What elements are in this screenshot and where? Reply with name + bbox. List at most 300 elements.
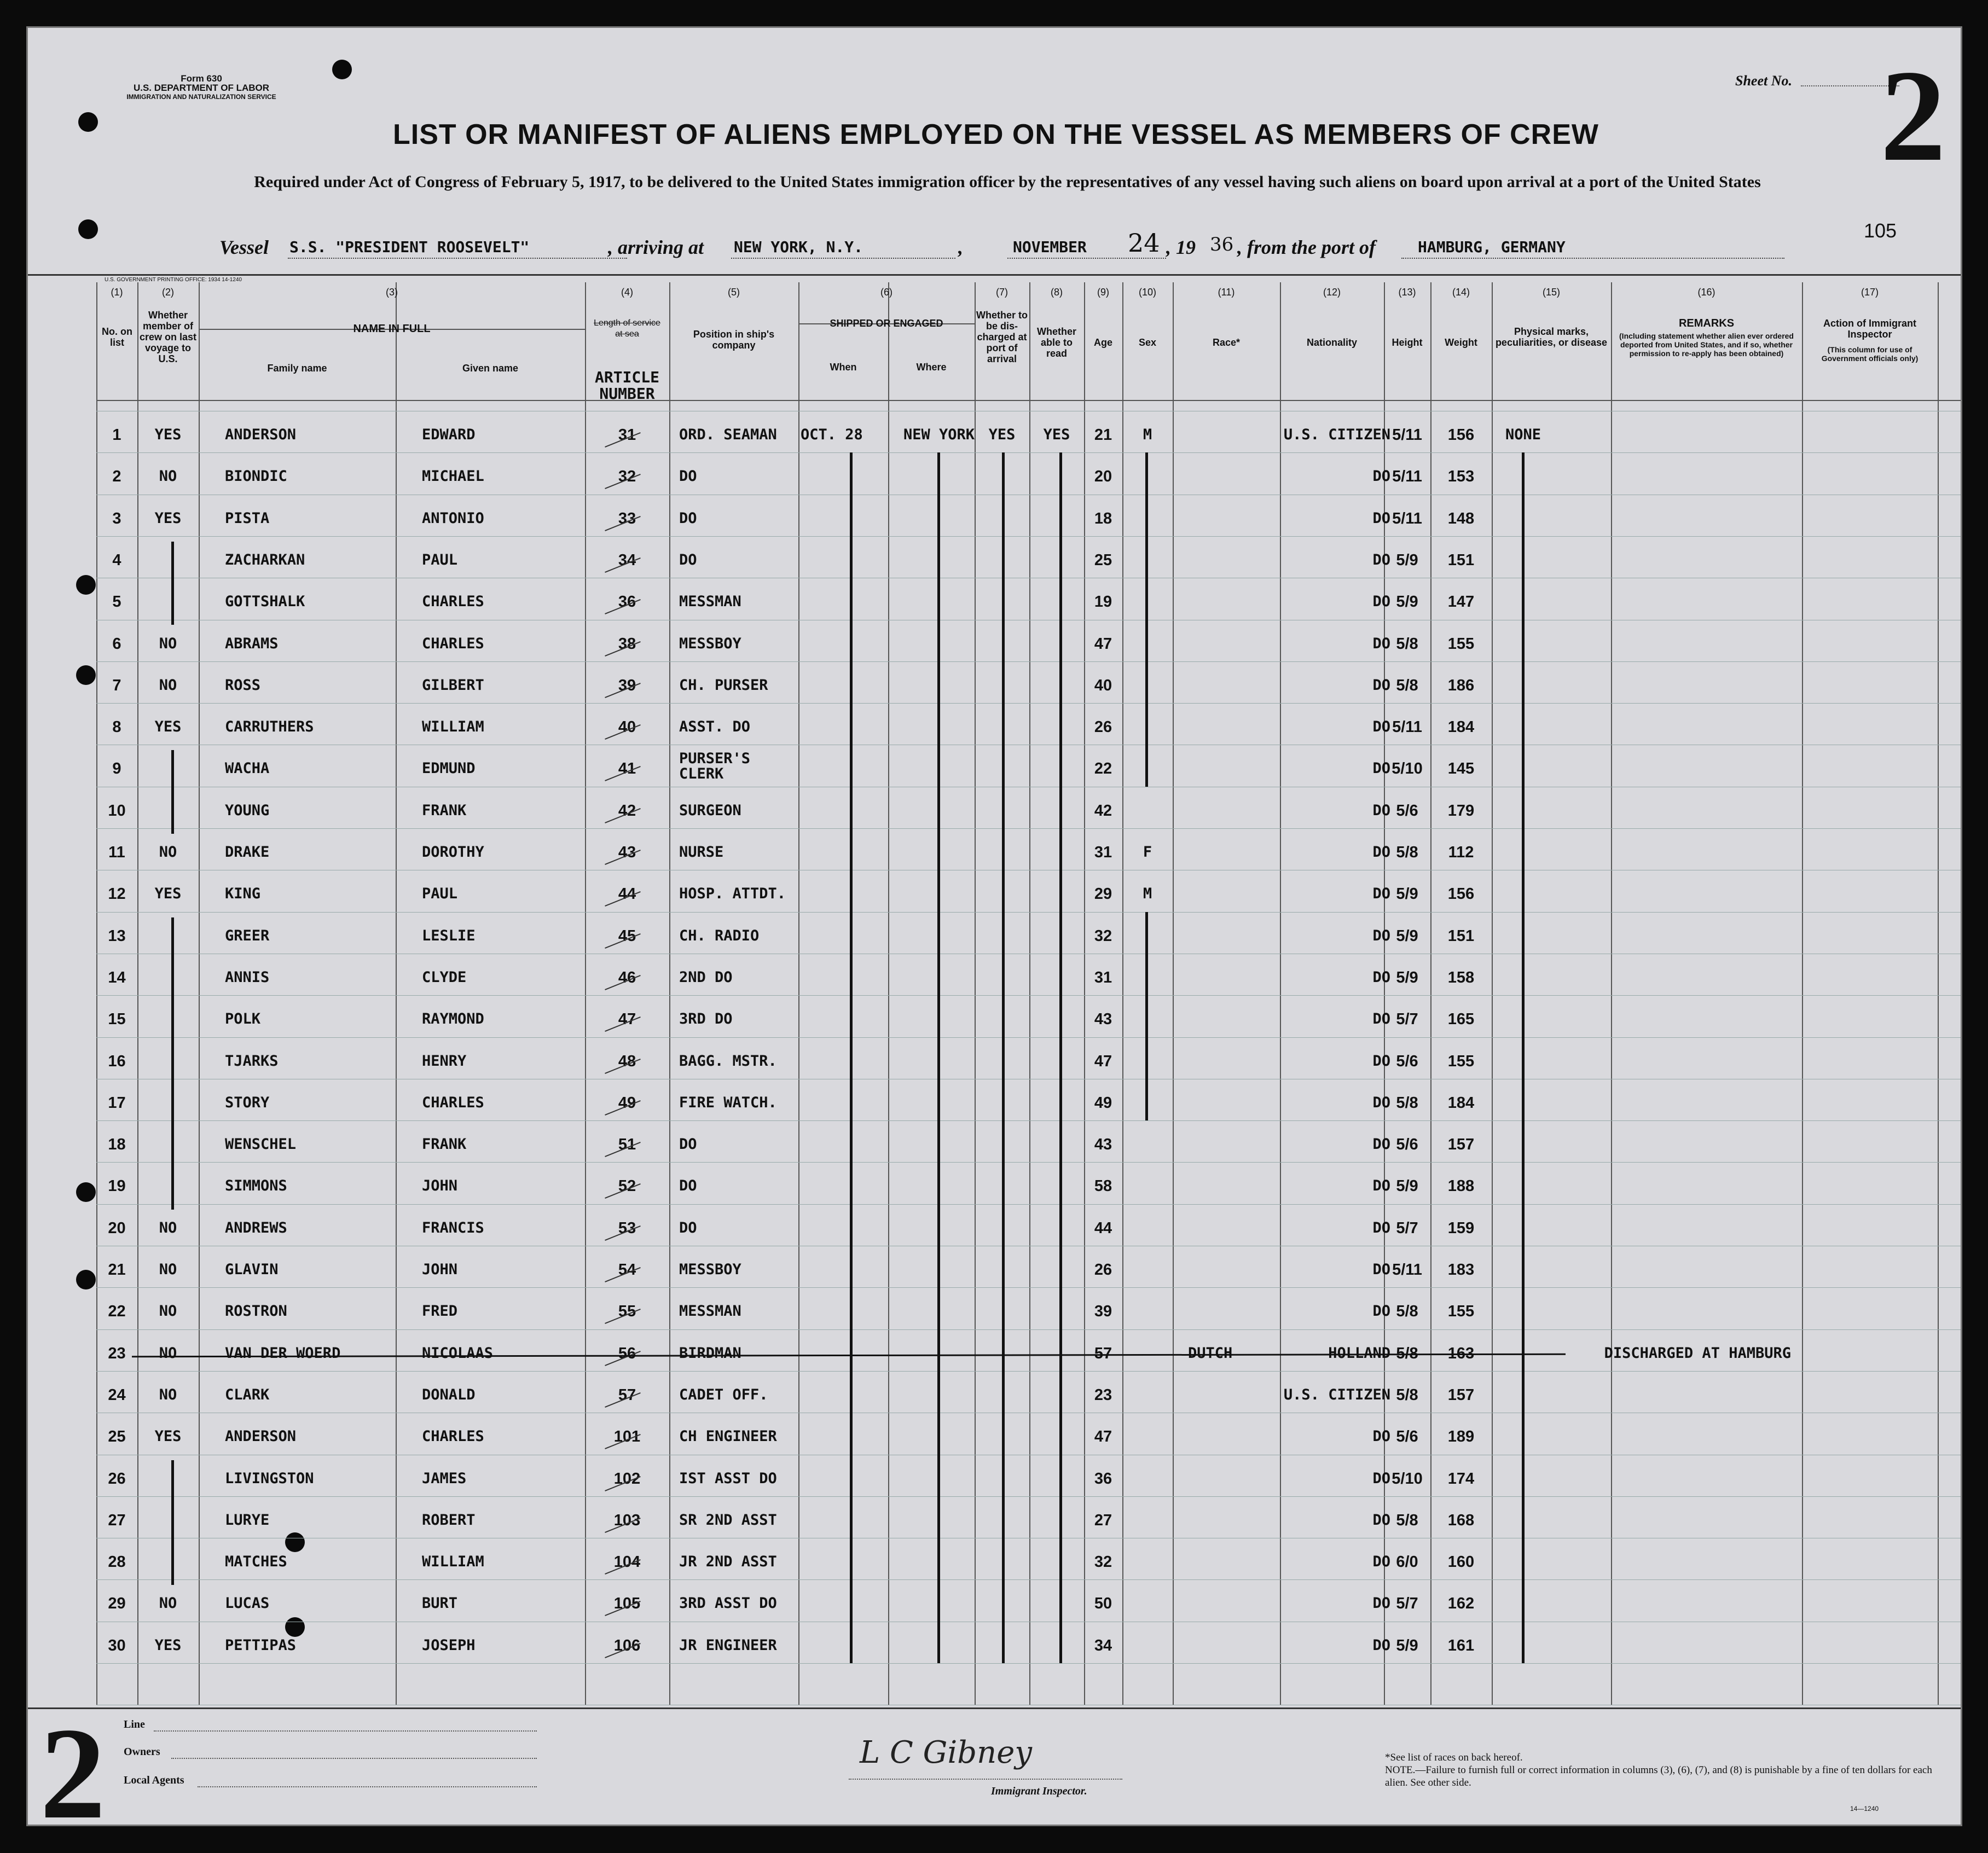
ruled-line: [96, 1663, 1962, 1664]
cell-family: VAN DER WOERD: [225, 1344, 341, 1362]
cell-given: DONALD: [422, 1386, 476, 1403]
ditto-line: [171, 542, 174, 625]
cell-nationality: U.S. CITIZEN: [1283, 426, 1390, 443]
cell-nationality: DO: [1372, 844, 1390, 861]
cell-weight: 189: [1447, 1428, 1475, 1446]
cell-age: 20: [1094, 468, 1112, 486]
cell-family: ROSTRON: [225, 1303, 287, 1320]
vessel-info-row: Vessel S.S. "PRESIDENT ROOSEVELT" , arriving at NEW YORK, N.Y. , NOVEMBER 24 , 19 36 , from the port of HAMBURG, GERMANY: [28, 236, 1962, 263]
cell-position: 2ND DO: [679, 968, 733, 986]
ruled-line: [96, 912, 1962, 913]
hdr-action-sub: (This column for use of Government officials only): [1821, 345, 1919, 363]
cell-age: 50: [1094, 1595, 1112, 1613]
cell-family: ANNIS: [225, 968, 270, 986]
local-agents-label: Local Agents: [124, 1774, 184, 1786]
cell-no: 13: [108, 927, 126, 945]
hdr-family-name: Family name: [267, 363, 327, 374]
cell-weight: 112: [1448, 844, 1474, 861]
cell-no: 24: [108, 1386, 126, 1404]
cell-nationality: DO: [1372, 760, 1390, 777]
cell-article: 105: [613, 1595, 641, 1613]
cell-weight: 168: [1447, 1511, 1475, 1529]
cell-position: ASST. DO: [679, 718, 751, 736]
cell-article: 46: [618, 968, 636, 986]
cell-article: 102: [613, 1469, 641, 1488]
arriving-label: , arriving at: [608, 236, 704, 258]
page-number: 105: [1864, 219, 1897, 242]
hdr-article-number: ARTICLE NUMBER: [594, 368, 659, 403]
cell-article: 56: [618, 1344, 636, 1362]
cell-age: 27: [1094, 1511, 1112, 1529]
punch-hole: [285, 1532, 305, 1552]
cell-nationality: DO: [1372, 885, 1390, 903]
cell-no: 3: [112, 509, 121, 527]
cell-given: FRANCIS: [422, 1219, 484, 1236]
cell-weight: 159: [1447, 1219, 1475, 1237]
cell-nationality: DO: [1372, 1636, 1390, 1654]
cell-given: PAUL: [422, 885, 458, 903]
cell-age: 44: [1094, 1219, 1112, 1237]
col-num-9: (9): [1097, 287, 1109, 298]
cell-height: 5/8: [1396, 1344, 1418, 1362]
cell-sex: M: [1143, 885, 1152, 903]
cell-age: 39: [1094, 1303, 1112, 1321]
cell-given: FRANK: [422, 1136, 467, 1153]
cell-given: LESLIE: [422, 927, 476, 944]
vessel-line: [288, 258, 627, 259]
hdr-nationality: Nationality: [1306, 337, 1357, 348]
punch-hole: [76, 665, 96, 685]
cell-no: 9: [112, 760, 121, 778]
cell-weight: 161: [1447, 1636, 1475, 1654]
cell-weight: 157: [1447, 1386, 1475, 1404]
ditto-line: [171, 750, 174, 834]
hdr-position: Position in ship's company: [693, 329, 775, 351]
cell-no: 29: [108, 1595, 126, 1613]
sheet-number: 2: [1880, 43, 1946, 188]
cell-nationality: DO: [1372, 1010, 1390, 1028]
ditto-line: [1522, 452, 1525, 1663]
cell-position: CH ENGINEER: [679, 1428, 777, 1445]
cell-age: 57: [1094, 1344, 1112, 1362]
hdr-discharged: Whether to be dis-charged at port of arrival: [976, 310, 1028, 364]
cell-position: SURGEON: [679, 801, 741, 819]
owners-field: [171, 1758, 537, 1759]
col-num-14: (14): [1452, 287, 1470, 298]
cell-height: 5/8: [1396, 1511, 1418, 1529]
cell-nationality: DO: [1372, 1595, 1390, 1612]
cell-given: MICHAEL: [422, 468, 484, 485]
cell-article: 41: [618, 760, 636, 778]
cell-position: ORD. SEAMAN: [679, 426, 777, 443]
cell-family: TJARKS: [225, 1052, 279, 1070]
hdr-where: Where: [916, 362, 947, 373]
ditto-line: [1145, 912, 1148, 1121]
cell-weight: 148: [1447, 509, 1475, 527]
cell-position: CH. RADIO: [679, 927, 760, 944]
cell-family: LUCAS: [225, 1595, 270, 1612]
cell-member: YES: [154, 509, 182, 527]
cell-family: DRAKE: [225, 844, 270, 861]
cell-article: 44: [618, 885, 636, 903]
cell-nationality: DO: [1372, 593, 1390, 611]
cell-age: 47: [1094, 1428, 1112, 1446]
cell-nationality: DO: [1372, 1136, 1390, 1153]
cell-article: 52: [618, 1177, 636, 1195]
cell-family: ABRAMS: [225, 635, 279, 652]
cell-article: 55: [618, 1303, 636, 1321]
departure-port: HAMBURG, GERMANY: [1418, 238, 1566, 256]
footer-sheet-number: 2: [40, 1700, 106, 1826]
cell-height: 5/10: [1392, 760, 1423, 778]
ruled-line: [96, 452, 1962, 453]
cell-no: 11: [108, 844, 125, 861]
cell-weight: 151: [1447, 551, 1475, 569]
cell-given: RAYMOND: [422, 1010, 484, 1028]
cell-member: NO: [159, 468, 177, 485]
hdr-when: When: [830, 362, 857, 373]
cell-no: 25: [108, 1428, 126, 1446]
cell-article: 101: [613, 1428, 641, 1446]
local-agents-field: [198, 1786, 537, 1787]
cell-race: DUTCH: [1188, 1344, 1233, 1362]
cell-height: 5/9: [1396, 551, 1418, 569]
cell-height: 5/7: [1396, 1595, 1418, 1613]
cell-member: YES: [154, 718, 182, 736]
cell-remarks: DISCHARGED AT HAMBURG: [1604, 1344, 1791, 1362]
cell-age: 49: [1094, 1094, 1112, 1112]
cell-family: KING: [225, 885, 261, 903]
cell-nationality: DO: [1372, 1052, 1390, 1070]
cell-member: NO: [159, 844, 177, 861]
cell-article: 34: [618, 551, 636, 569]
hdr-name-in-full: NAME IN FULL: [353, 323, 431, 335]
cell-position: FIRE WATCH.: [679, 1094, 777, 1111]
service-name: IMMIGRATION AND NATURALIZATION SERVICE: [126, 93, 276, 101]
cell-no: 5: [112, 593, 121, 611]
cell-given: ANTONIO: [422, 509, 484, 527]
cell-nationality: DO: [1372, 509, 1390, 527]
col-num-17: (17): [1861, 287, 1879, 298]
cell-when: OCT. 28: [801, 426, 863, 443]
cell-position: DO: [679, 1136, 697, 1153]
ruled-line: [96, 1120, 1962, 1121]
cell-position: DO: [679, 551, 697, 568]
col-num-8: (8): [1051, 287, 1063, 298]
cell-position: PURSER'S CLERK: [679, 750, 751, 783]
cell-age: 18: [1094, 509, 1112, 527]
cell-given: CHARLES: [422, 593, 484, 611]
cell-no: 15: [108, 1010, 126, 1029]
cell-member: NO: [159, 1344, 177, 1362]
cell-weight: 153: [1447, 468, 1475, 486]
cell-no: 2: [112, 468, 121, 486]
punch-hole: [332, 60, 352, 79]
cell-height: 5/6: [1396, 1052, 1418, 1070]
cell-height: 5/11: [1392, 468, 1422, 486]
hdr-no-on-list: No. on list: [102, 326, 132, 348]
cell-nationality: DO: [1372, 1177, 1390, 1195]
cell-family: ANDREWS: [225, 1219, 287, 1236]
cell-position: DO: [679, 468, 697, 485]
arrival-month: NOVEMBER: [1013, 238, 1087, 256]
cell-weight: 163: [1447, 1344, 1475, 1362]
cell-position: 3RD DO: [679, 1010, 733, 1028]
cell-sex: F: [1143, 844, 1152, 861]
col-num-15: (15): [1542, 287, 1560, 298]
hdr-length-service: Length of service at sea: [594, 318, 660, 339]
cell-given: EDWARD: [422, 426, 476, 443]
cell-position: DO: [679, 1219, 697, 1236]
cell-given: CHARLES: [422, 1094, 484, 1111]
cell-no: 18: [108, 1136, 126, 1154]
inspector-signature: L C Gibney: [860, 1735, 1032, 1770]
hdr-action: Action of Immigrant Inspector: [1823, 318, 1916, 340]
cell-no: 23: [108, 1344, 126, 1362]
cell-position: MESSBOY: [679, 635, 741, 652]
cell-position: 3RD ASST DO: [679, 1595, 777, 1612]
cell-nationality: U.S. CITIZEN: [1283, 1386, 1390, 1403]
cell-height: 5/6: [1396, 1428, 1418, 1446]
cell-member: NO: [159, 1595, 177, 1612]
cell-weight: 151: [1447, 927, 1475, 945]
col-num-10: (10): [1138, 287, 1156, 298]
cell-height: 5/9: [1396, 927, 1418, 945]
cell-given: HENRY: [422, 1052, 467, 1070]
cell-age: 25: [1094, 551, 1112, 569]
cell-no: 26: [108, 1469, 126, 1488]
punch-hole: [76, 1270, 96, 1289]
cell-height: 5/9: [1396, 593, 1418, 611]
cell-no: 17: [108, 1094, 126, 1112]
cell-article: 103: [613, 1511, 641, 1529]
cell-given: BURT: [422, 1595, 458, 1612]
cell-height: 5/9: [1396, 885, 1418, 903]
cell-family: LURYE: [225, 1511, 270, 1529]
cell-given: CHARLES: [422, 1428, 484, 1445]
arriving-line: [731, 258, 955, 259]
cell-no: 8: [112, 718, 121, 736]
cell-height: 5/11: [1392, 1261, 1422, 1279]
cell-family: GOTTSHALK: [225, 593, 305, 611]
ditto-line: [937, 452, 940, 1663]
cell-read: YES: [1043, 426, 1070, 443]
cell-given: FRANK: [422, 801, 467, 819]
cell-position: CADET OFF.: [679, 1386, 768, 1403]
cell-weight: 155: [1447, 1052, 1475, 1070]
punch-hole: [76, 1182, 96, 1202]
cell-nationality: DO: [1372, 927, 1390, 944]
hdr-age: Age: [1093, 337, 1112, 348]
cell-given: CHARLES: [422, 635, 484, 652]
cell-no: 27: [108, 1511, 126, 1529]
ruled-line: [96, 661, 1962, 662]
cell-height: 5/6: [1396, 801, 1418, 820]
cell-family: STORY: [225, 1094, 270, 1111]
arriving-port: NEW YORK, N.Y.: [734, 238, 863, 256]
cell-height: 5/7: [1396, 1010, 1418, 1029]
cell-nationality: DO: [1372, 1469, 1390, 1487]
cell-age: 31: [1094, 844, 1112, 861]
arrival-day: 24: [1128, 228, 1160, 258]
cell-weight: 155: [1447, 635, 1475, 653]
form-code: 14—1240: [1850, 1805, 1879, 1813]
cell-position: CH. PURSER: [679, 676, 768, 694]
cell-member: NO: [159, 1386, 177, 1403]
punch-hole: [285, 1617, 305, 1637]
cell-discharged: YES: [988, 426, 1016, 443]
cell-age: 26: [1094, 1261, 1112, 1279]
cell-weight: 184: [1447, 718, 1475, 736]
cell-where: NEW YORK: [903, 426, 975, 443]
cell-age: 19: [1094, 593, 1112, 611]
cell-age: 23: [1094, 1386, 1112, 1404]
ruled-line: [96, 1037, 1962, 1038]
cell-weight: 145: [1447, 760, 1475, 778]
cell-no: 10: [108, 801, 126, 820]
gpo-note: U.S. GOVERNMENT PRINTING OFFICE: 1934 14-1240: [105, 277, 242, 283]
cell-age: 47: [1094, 635, 1112, 653]
cell-nationality: DO: [1372, 718, 1390, 736]
cell-family: GLAVIN: [225, 1261, 279, 1278]
cell-age: 26: [1094, 718, 1112, 736]
cell-member: YES: [154, 1636, 182, 1654]
hdr-whether-member: Whether member of crew on last voyage to U.S.: [139, 310, 197, 364]
cell-article: 51: [618, 1136, 636, 1154]
cell-family: BIONDIC: [225, 468, 287, 485]
cell-height: 5/9: [1396, 1177, 1418, 1195]
ruled-line: [96, 703, 1962, 704]
cell-nationality: DO: [1372, 1219, 1390, 1236]
cell-no: 19: [108, 1177, 126, 1195]
cell-given: JOSEPH: [422, 1636, 476, 1654]
cell-weight: 156: [1447, 885, 1475, 903]
cell-age: 21: [1094, 426, 1112, 444]
cell-no: 30: [108, 1636, 126, 1654]
cell-height: 6/0: [1396, 1553, 1418, 1571]
cell-article: 42: [618, 801, 636, 820]
cell-member: NO: [159, 1303, 177, 1320]
cell-weight: 147: [1447, 593, 1475, 611]
page-title: LIST OR MANIFEST OF ALIENS EMPLOYED ON THE VESSEL AS MEMBERS OF CREW: [393, 119, 1599, 150]
cell-position: DO: [679, 1177, 697, 1195]
cell-position: NURSE: [679, 844, 724, 861]
hdr-able-read: Whether able to read: [1037, 326, 1076, 359]
cell-member: NO: [159, 635, 177, 652]
cell-age: 43: [1094, 1010, 1112, 1029]
year-prefix: , 19: [1166, 236, 1196, 258]
cell-age: 29: [1094, 885, 1112, 903]
cell-height: 5/11: [1392, 718, 1422, 736]
line-label: Line: [124, 1718, 145, 1730]
cell-nationality: DO: [1372, 468, 1390, 485]
cell-given: EDMUND: [422, 760, 476, 777]
cell-family: ANDERSON: [225, 426, 297, 443]
cell-nationality: DO: [1372, 551, 1390, 568]
cell-family: SIMMONS: [225, 1177, 287, 1195]
cell-nationality: DO: [1372, 1303, 1390, 1320]
cell-height: 5/8: [1396, 1303, 1418, 1321]
hdr-given-name: Given name: [462, 363, 519, 374]
cell-age: 31: [1094, 968, 1112, 986]
ruled-line: [96, 1371, 1962, 1372]
col-num-3: (3): [386, 287, 398, 298]
cell-height: 5/6: [1396, 1136, 1418, 1154]
hdr-shipped: SHIPPED OR ENGAGED: [830, 318, 943, 329]
cell-nationality: DO: [1372, 1428, 1390, 1445]
cell-family: MATCHES: [225, 1553, 287, 1571]
cell-family: CLARK: [225, 1386, 270, 1403]
cell-weight: 184: [1447, 1094, 1475, 1112]
cell-age: 47: [1094, 1052, 1112, 1070]
hdr-remarks-sub: (Including statement whether alien ever ordered deported from United States, and if so, whether permission to re-apply has been obtained): [1619, 332, 1794, 358]
cell-article: 47: [618, 1010, 636, 1029]
hdr-remarks: REMARKS: [1678, 317, 1735, 329]
cell-age: 32: [1094, 927, 1112, 945]
from-line: [1401, 258, 1784, 259]
ruled-line: [96, 536, 1962, 537]
cell-article: 33: [618, 509, 636, 527]
cell-family: PISTA: [225, 509, 270, 527]
cell-position: IST ASST DO: [679, 1469, 777, 1487]
cell-nationality: DO: [1372, 1261, 1390, 1278]
cell-height: 5/9: [1396, 968, 1418, 986]
cell-position: JR 2ND ASST: [679, 1553, 777, 1571]
cell-no: 1: [112, 426, 121, 444]
cell-position: DO: [679, 509, 697, 527]
ruled-line: [96, 995, 1962, 996]
ditto-line: [1145, 452, 1148, 786]
cell-given: NICOLAAS: [422, 1344, 494, 1362]
cell-sex: M: [1143, 426, 1152, 443]
footer-rule: [28, 1707, 1962, 1709]
line-field: [154, 1730, 537, 1732]
cell-age: 36: [1094, 1469, 1112, 1488]
ruled-line: [96, 828, 1962, 829]
cell-height: 5/11: [1392, 426, 1422, 444]
cell-family: PETTIPAS: [225, 1636, 297, 1654]
inspector-label: Immigrant Inspector.: [991, 1785, 1087, 1797]
cell-height: 5/8: [1396, 1094, 1418, 1112]
col-num-16: (16): [1697, 287, 1715, 298]
cell-position: BIRDMAN: [679, 1344, 741, 1362]
cell-family: CARRUTHERS: [225, 718, 314, 736]
cell-age: 42: [1094, 801, 1112, 820]
cell-height: 5/8: [1396, 676, 1418, 694]
cell-no: 7: [112, 676, 121, 694]
cell-weight: 179: [1447, 801, 1475, 820]
owners-label: Owners: [124, 1746, 160, 1758]
cell-age: 58: [1094, 1177, 1112, 1195]
cell-weight: 186: [1447, 676, 1475, 694]
cell-article: 49: [618, 1094, 636, 1112]
cell-position: MESSMAN: [679, 1303, 741, 1320]
cell-no: 4: [112, 551, 121, 569]
cell-weight: 188: [1447, 1177, 1475, 1195]
col-num-1: (1): [111, 287, 123, 298]
cell-no: 14: [108, 968, 126, 986]
cell-weight: 174: [1447, 1469, 1475, 1488]
cell-height: 5/7: [1396, 1219, 1418, 1237]
col-num-12: (12): [1323, 287, 1341, 298]
header-rule: [28, 274, 1962, 276]
cell-family: YOUNG: [225, 801, 270, 819]
hdr-weight: Weight: [1445, 337, 1477, 348]
ditto-line: [171, 917, 174, 1210]
cell-member: NO: [159, 1219, 177, 1236]
cell-family: ZACHARKAN: [225, 551, 305, 568]
cell-family: POLK: [225, 1010, 261, 1028]
